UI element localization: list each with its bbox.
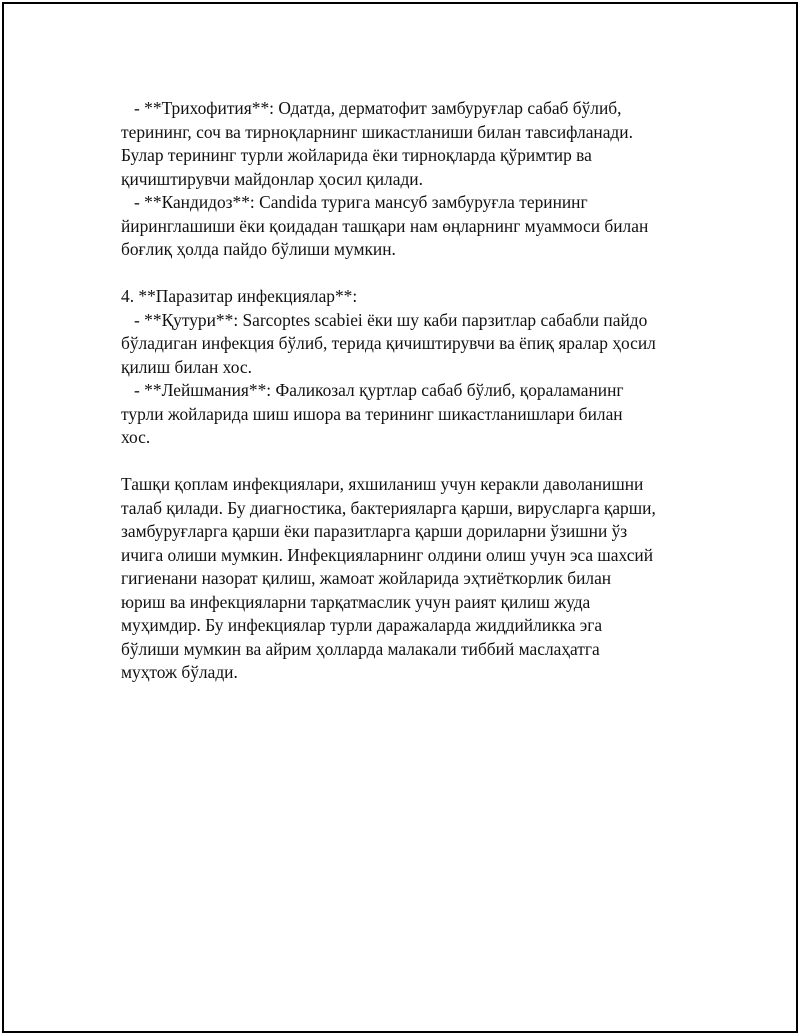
text-line: турли жойларида шиш ишора ва терининг шикастланишлари билан [121, 403, 623, 424]
text-line: хос. [121, 427, 151, 447]
trichophytia-paragraph [121, 97, 681, 191]
text-line: талаб қилади. Бу диагностика, бактерияларга қарши, вирусларга қарши, [121, 497, 656, 518]
text-line: - **Қутури**: Sarcoptes scabiei ёки шу каби парзитлар сабабли пайдо [121, 309, 648, 330]
list-heading: 4. **Паразитар инфекциялар**: [121, 286, 358, 306]
text-line: бўладиган инфекция бўлиб, терида қичиштирувчи ва ёпиқ яралар ҳосил [121, 333, 656, 353]
text-line: Булар терининг турли жойларида ёки тирноқларда қўримтир ва [121, 145, 592, 165]
text-line: юриш ва инфекцияларни тарқатмаслик учун раият қилиш жуда [121, 591, 591, 612]
paragraph-spacer [121, 450, 681, 474]
text-line: Ташқи қоплам инфекциялари, яхшиланиш учун керакли даволанишни [121, 474, 644, 494]
text-line: бўлиши мумкин ва айрим ҳолларда малакали тиббий маслаҳатга [121, 638, 600, 659]
candidiasis-paragraph [121, 191, 681, 262]
text-line: гигиенани назорат қилиш, жамоат жойларида эҳтиёткорлик билан [121, 568, 612, 588]
paragraph-spacer [121, 262, 681, 286]
text-line: терининг, соч ва тирноқларнинг шикастланиши билан тавсифланади. [121, 121, 633, 142]
text-line: йиринглашиши ёки қоидадан ташқари нам өңларнинг муаммоси билан [121, 215, 649, 236]
leishmania-paragraph [121, 379, 681, 450]
parasitic-infections-heading [121, 285, 681, 309]
document-page [2, 2, 798, 1033]
text-line: - **Трихофития**: Одатда, дерматофит замбуруғлар сабаб бўлиб, [121, 98, 622, 118]
text-line: - **Кандидоз**: Candida турига мансуб замбуруғла терининг [121, 192, 588, 212]
text-line: ичига олиши мумкин. Инфекцияларнинг олдини олиш учун эса шахсий [121, 544, 654, 565]
text-line: қилиш билан хос. [121, 356, 252, 377]
document-body [121, 97, 681, 685]
text-line: - **Лейшмания**: Фаликозал қуртлар сабаб бўлиб, қораламанинг [121, 380, 624, 400]
text-line: қичиштирувчи майдонлар ҳосил қилади. [121, 168, 423, 189]
text-line: муҳимдир. Бу инфекциялар турли даражаларда жиддийликка эга [121, 615, 603, 635]
scabies-paragraph [121, 309, 681, 380]
text-line: муҳтож бўлади. [121, 662, 238, 682]
text-line: боғлиқ ҳолда пайдо бўлиши мумкин. [121, 239, 396, 259]
text-line: замбуруғларга қарши ёки паразитларга қарши дориларни ўзишни ўз [121, 521, 628, 541]
conclusion-paragraph [121, 473, 681, 685]
